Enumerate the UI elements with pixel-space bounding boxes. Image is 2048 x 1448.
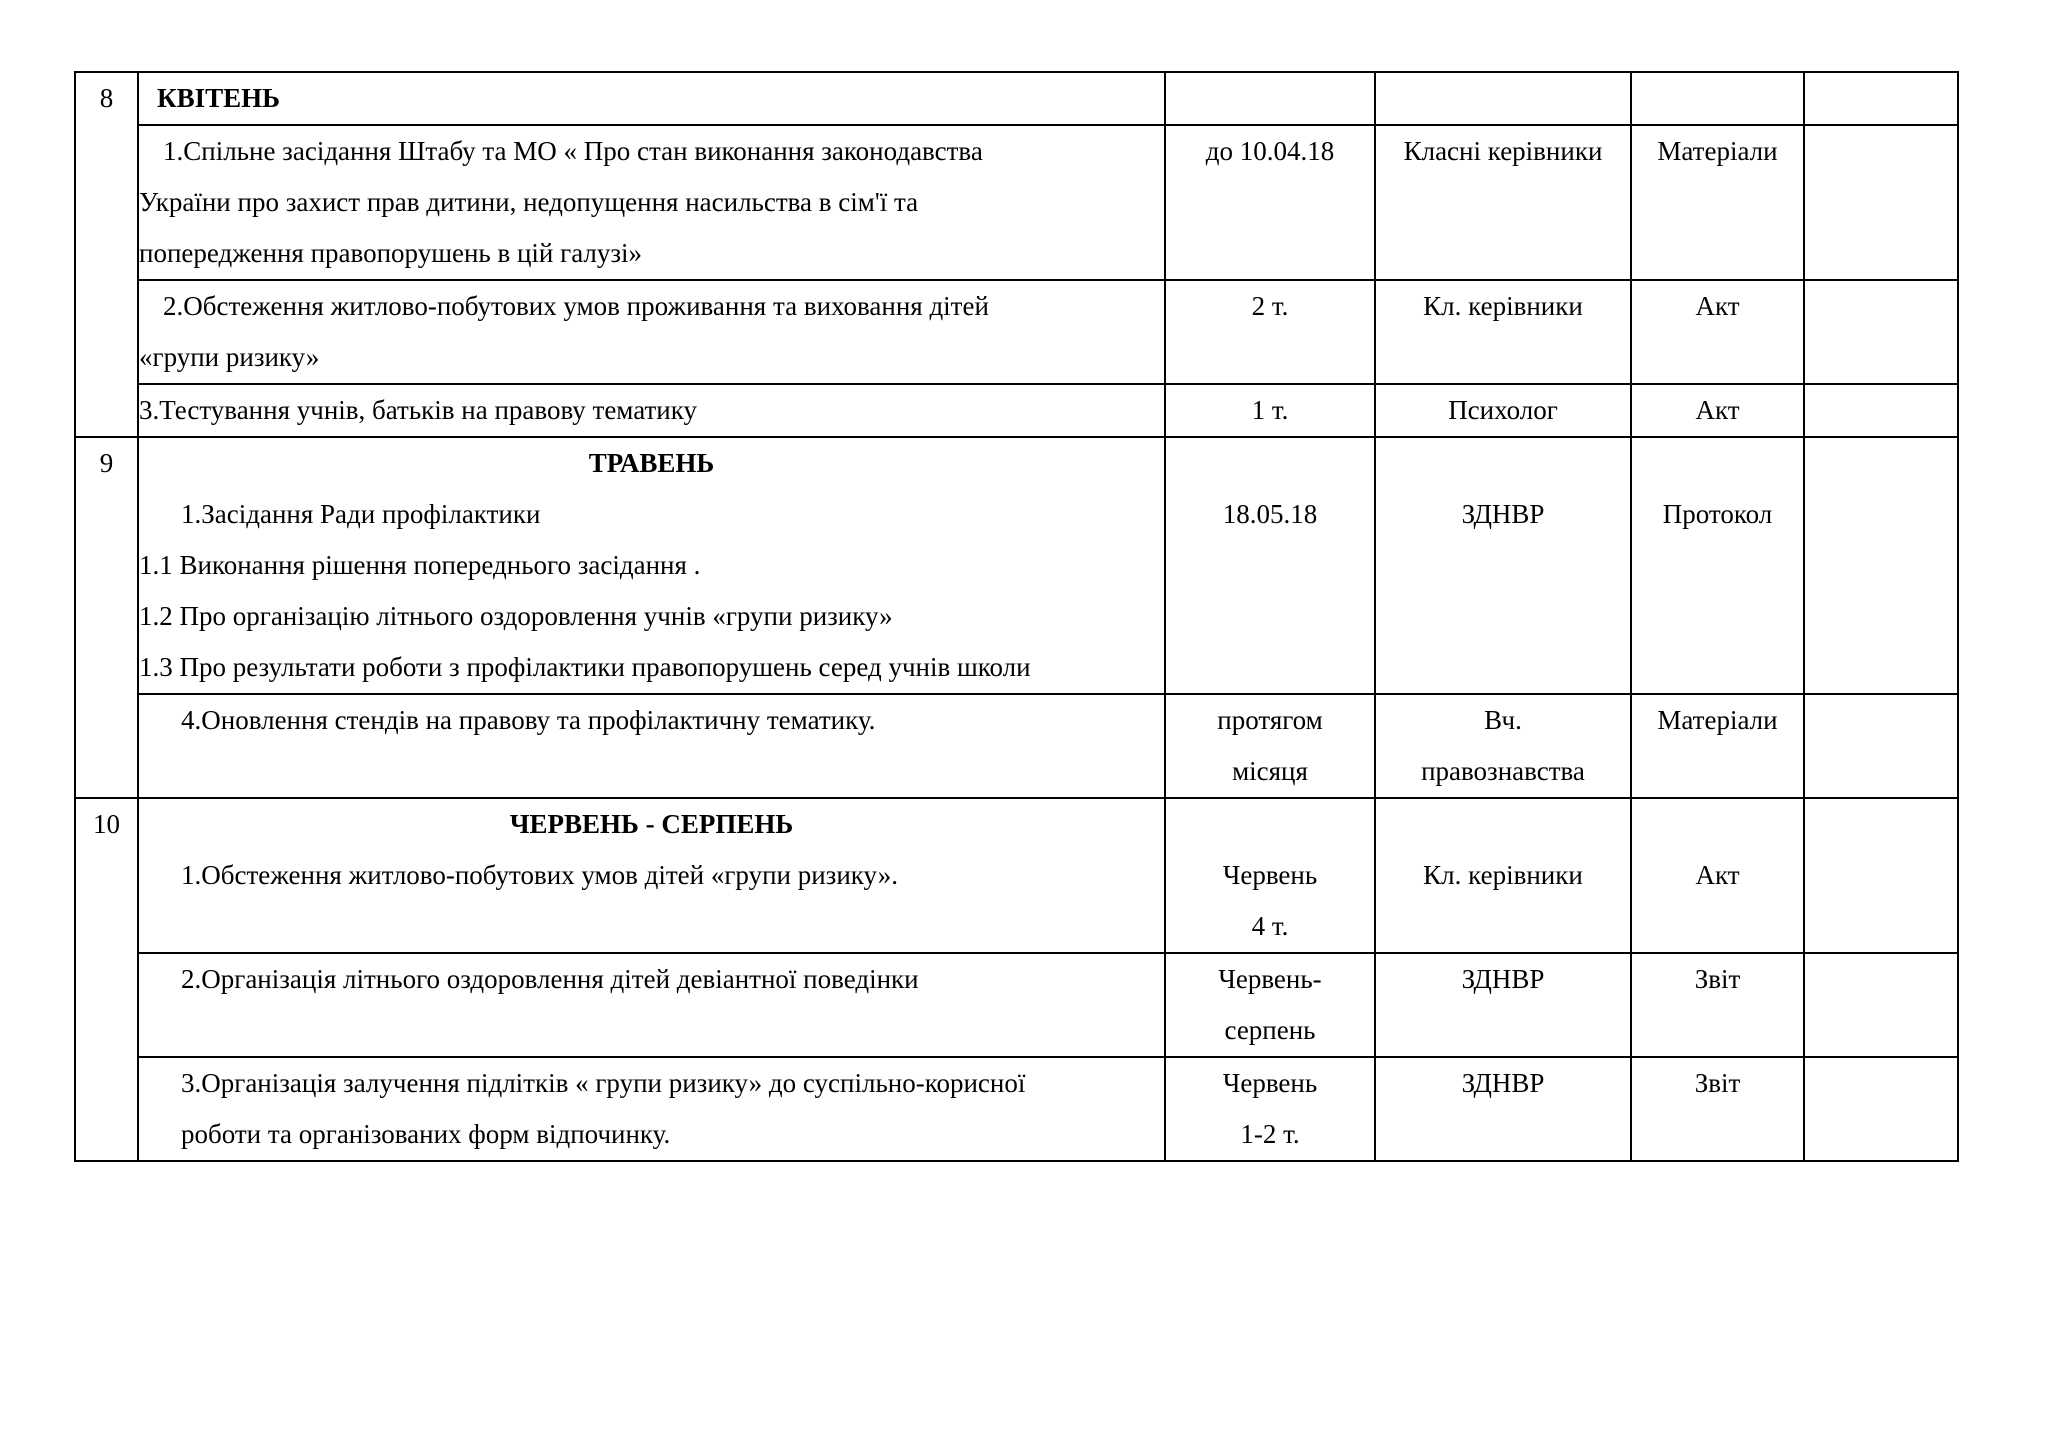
- date-cell: 1 т.: [1165, 384, 1375, 437]
- document-cell: Матеріали: [1631, 694, 1804, 798]
- document-cell: Акт: [1631, 384, 1804, 437]
- mark-cell: [1804, 798, 1958, 953]
- activity-line: 2.Обстеження житлово-побутових умов проживання та виховання дітей: [163, 291, 989, 321]
- activity-line: попередження правопорушень в цій галузі»: [139, 238, 643, 268]
- document-cell: Матеріали: [1631, 125, 1804, 280]
- table-row: [75, 384, 1958, 437]
- document-cell: Звіт: [1631, 953, 1804, 1057]
- responsible-cell: [1375, 798, 1631, 953]
- document-value: Протокол: [1662, 499, 1773, 529]
- table-row-may: [75, 437, 1958, 694]
- date-line: 4 т.: [1251, 911, 1289, 941]
- mark-cell: [1804, 1057, 1958, 1161]
- activity-subitem: 1.3 Про результати роботи з профілактики правопорушень серед учнів школи: [139, 652, 1031, 682]
- month-title-april: КВІТЕНЬ: [157, 83, 280, 113]
- mark-cell: [1804, 694, 1958, 798]
- responsible-value: Кл. керівники: [1423, 860, 1583, 890]
- empty-resp-cell: [1375, 72, 1631, 125]
- month-title-summer: ЧЕРВЕНЬ - СЕРПЕНЬ: [509, 809, 794, 839]
- empty-mark-cell: [1804, 72, 1958, 125]
- activity-cell: [138, 125, 1165, 280]
- date-cell: 2 т.: [1165, 280, 1375, 384]
- document-cell: [1631, 798, 1804, 953]
- month-cell-april: [138, 72, 1165, 125]
- activity-cell: [138, 1057, 1165, 1161]
- table-row-summer: [75, 798, 1958, 953]
- empty-doc-cell: [1631, 72, 1804, 125]
- month-title-may: ТРАВЕНЬ: [588, 448, 715, 478]
- row-number-10: 10: [75, 798, 138, 1161]
- activity-cell: [138, 694, 1165, 798]
- activity-line: 1.Обстеження житлово-побутових умов дітей «групи ризику».: [181, 860, 898, 890]
- date-cell: [1165, 437, 1375, 694]
- table-row: [75, 694, 1958, 798]
- date-cell: до 10.04.18: [1165, 125, 1375, 280]
- document-cell: [1631, 437, 1804, 694]
- responsible-cell: ЗДНВР: [1375, 1057, 1631, 1161]
- date-line: Червень: [1222, 1068, 1318, 1098]
- empty-date-cell: [1165, 72, 1375, 125]
- document-cell: Акт: [1631, 280, 1804, 384]
- activity-subitem: 1.1 Виконання рішення попереднього засідання .: [139, 550, 701, 580]
- activity-line: 3.Тестування учнів, батьків на правову тематику: [139, 395, 697, 425]
- responsible-cell: ЗДНВР: [1375, 953, 1631, 1057]
- plan-table: [74, 71, 1959, 1162]
- table-row: [75, 125, 1958, 280]
- date-line: протягом: [1217, 705, 1323, 735]
- date-line: місяця: [1232, 756, 1308, 786]
- activity-line: 4.Оновлення стендів на правову та профілактичну тематику.: [181, 705, 876, 735]
- activity-cell: [138, 437, 1165, 694]
- activity-line: 2.Організація літнього оздоровлення дітей девіантної поведінки: [181, 964, 919, 994]
- activity-cell: [138, 953, 1165, 1057]
- date-line: Червень: [1222, 860, 1318, 890]
- responsible-cell: [1375, 437, 1631, 694]
- row-number-8: 8: [75, 72, 138, 437]
- document-cell: Звіт: [1631, 1057, 1804, 1161]
- activity-line: 1.Засідання Ради профілактики: [181, 499, 541, 529]
- responsible-cell: [1375, 694, 1631, 798]
- activity-line: «групи ризику»: [139, 342, 320, 372]
- mark-cell: [1804, 437, 1958, 694]
- activity-cell: [138, 280, 1165, 384]
- activity-cell: [138, 798, 1165, 953]
- mark-cell: [1804, 280, 1958, 384]
- date-cell: [1165, 798, 1375, 953]
- activity-subitem: 1.2 Про організацію літнього оздоровлення учнів «групи ризику»: [139, 601, 893, 631]
- mark-cell: [1804, 384, 1958, 437]
- activity-line: 1.Спільне засідання Штабу та МО « Про стан виконання законодавства: [163, 136, 983, 166]
- mark-cell: [1804, 125, 1958, 280]
- responsible-cell: Класні керівники: [1375, 125, 1631, 280]
- date-cell: [1165, 953, 1375, 1057]
- date-cell: [1165, 694, 1375, 798]
- responsible-cell: Психолог: [1375, 384, 1631, 437]
- table-row-april-header: [75, 72, 1958, 125]
- date-line: 1-2 т.: [1240, 1119, 1300, 1149]
- responsible-line: правознавства: [1421, 756, 1585, 786]
- table-row: [75, 280, 1958, 384]
- responsible-value: ЗДНВР: [1461, 499, 1545, 529]
- activity-line: 3.Організація залучення підлітків « групи ризику» до суспільно-корисної: [181, 1068, 1026, 1098]
- document-value: Акт: [1695, 860, 1740, 890]
- date-line: Червень-: [1218, 964, 1322, 994]
- date-value: 18.05.18: [1222, 499, 1318, 529]
- responsible-line: Вч.: [1484, 705, 1522, 735]
- row-number-9: 9: [75, 437, 138, 798]
- activity-cell: [138, 384, 1165, 437]
- table-row: [75, 1057, 1958, 1161]
- activity-line: роботи та організованих форм відпочинку.: [181, 1119, 671, 1149]
- activity-line: України про захист прав дитини, недопущення насильства в сім'ї та: [139, 187, 919, 217]
- date-cell: [1165, 1057, 1375, 1161]
- table-row: [75, 953, 1958, 1057]
- responsible-cell: Кл. керівники: [1375, 280, 1631, 384]
- date-line: серпень: [1224, 1015, 1316, 1045]
- mark-cell: [1804, 953, 1958, 1057]
